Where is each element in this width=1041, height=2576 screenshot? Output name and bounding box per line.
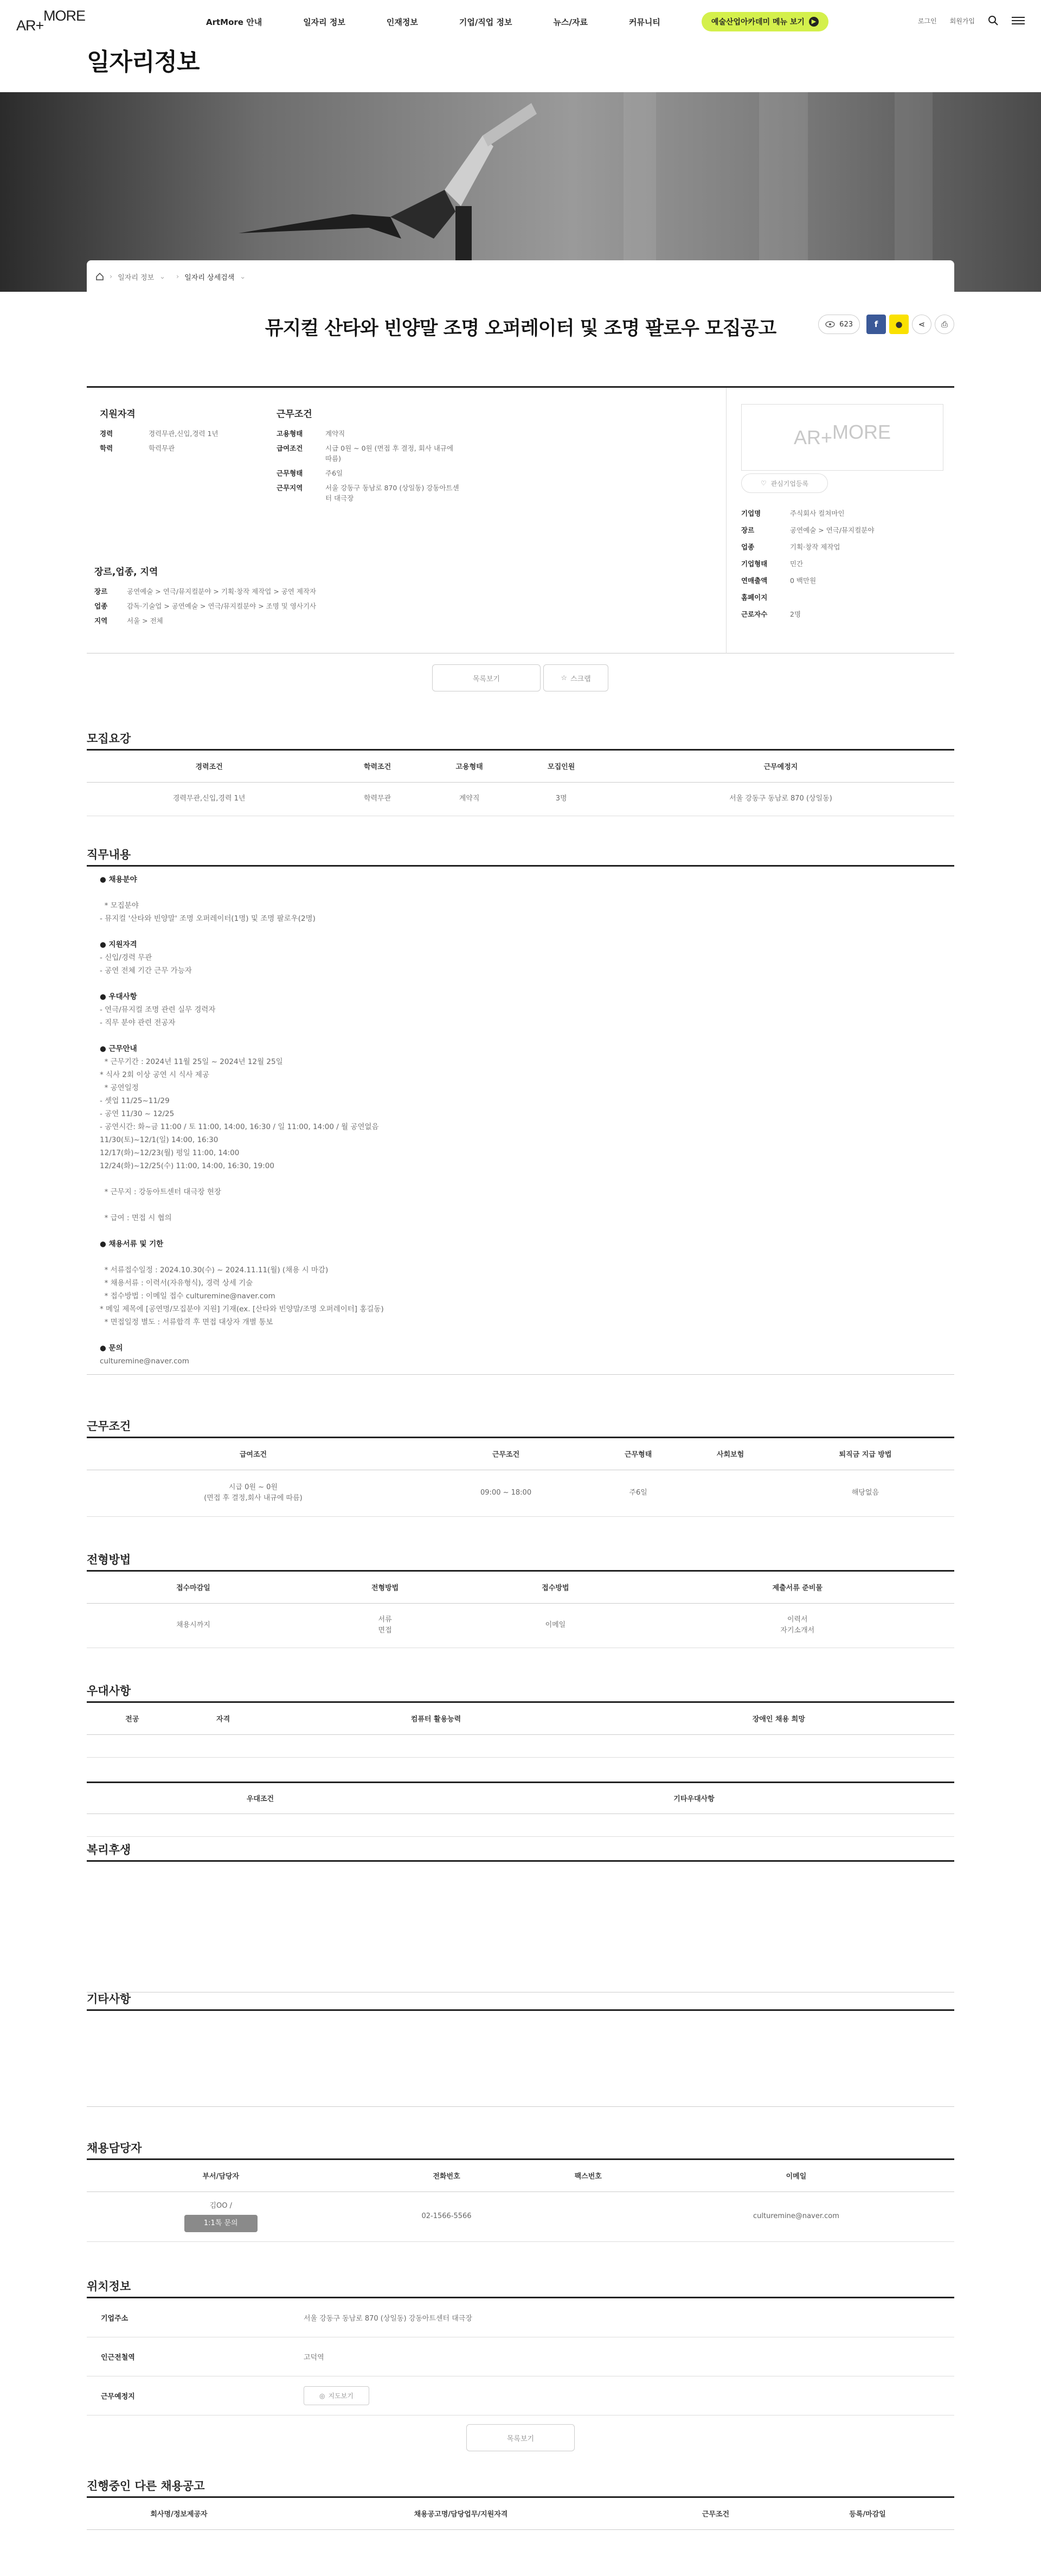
table-header: 채용공고명/담당업무/지원자격 [271, 2498, 651, 2529]
duty-line [100, 1251, 941, 1264]
company-logo [741, 404, 943, 471]
work-value: 주6일 [325, 469, 343, 477]
duty-line [100, 1225, 941, 1238]
table-header: 근무형태 [592, 1438, 684, 1470]
company-key: 기업명 [741, 509, 761, 517]
section-title: 우대사항 [87, 1682, 954, 1703]
table-header: 퇴직금 지급 방법 [776, 1438, 954, 1470]
list-button[interactable]: 목록보기 [432, 664, 541, 691]
job-summary [87, 386, 954, 653]
duty-line: 11/30(토)~12/1(일) 14:00, 16:30 [100, 1136, 219, 1144]
duty-section [87, 846, 954, 1375]
breadcrumb: › 일자리 정보 ⌄ › 일자리 상세검색 ⌄ [87, 260, 954, 293]
table-header: 경력조건 [87, 751, 331, 782]
company-key: 장르 [741, 526, 755, 534]
process-table [87, 1572, 954, 1648]
table-cell [684, 1470, 776, 1516]
site-header [0, 0, 1041, 43]
table-cell: 주6일 [592, 1470, 684, 1516]
list-button-bottom[interactable]: 목록보기 [466, 2424, 575, 2451]
location-key: 근무예정지 [101, 2393, 135, 2401]
duty-line: * 서류접수일정 : 2024.10.30(수) ~ 2024.11.11(월) (채용 시 마감) [100, 1266, 329, 1274]
table-cell: 09:00 ~ 18:00 [420, 1470, 592, 1516]
duty-line: * 공연일정 [100, 1084, 139, 1092]
table-header: 장애인 채용 희망 [603, 1703, 954, 1734]
duty-line [100, 925, 941, 938]
company-logo-left: AR+ [793, 426, 833, 448]
work-key: 고용형태 [277, 430, 303, 438]
work-value: 계약직 [325, 430, 345, 438]
etc-section [87, 1990, 954, 2107]
eye-icon [825, 321, 835, 328]
duty-line: 12/24(화)~12/25(수) 11:00, 14:00, 16:30, 19:00 [100, 1162, 274, 1170]
duty-line: * 메일 제목에 [공연명/모집분야 지원] 기재(ex. [산타와 빈양말/조명 오퍼레이터] 홍길동) [100, 1305, 384, 1313]
arrow-right-icon: ▶ [809, 17, 819, 27]
table-header: 근무조건 [420, 1438, 592, 1470]
duty-line: - 셋업 11/25~11/29 [100, 1097, 170, 1105]
main-nav [206, 11, 828, 33]
work-value: 시급 0원 ~ 0원 (면접 후 결정, 회사 내규에 따름) [325, 444, 454, 463]
nav-company[interactable]: 기업/직업 정보 [459, 17, 512, 27]
work-key: 근무형태 [277, 469, 303, 477]
table-cell: 해당없음 [776, 1470, 954, 1516]
login-link[interactable]: 로그인 [917, 17, 937, 25]
condition-section [87, 1418, 954, 1517]
other-jobs-section [87, 2477, 954, 2530]
company-logo-right: MORE [832, 420, 891, 443]
qualify-key: 학력 [100, 444, 113, 452]
company-value: 2명 [790, 610, 801, 618]
scrap-label: 스크랩 [570, 675, 591, 683]
table-cell: 시급 0원 ~ 0원 (면접 후 결정,회사 내규에 따름) [87, 1470, 420, 1516]
duty-line: * 접수방법 : 이메일 접수 culturemine@naver.com [100, 1292, 275, 1300]
hamburger-menu-icon[interactable] [1012, 15, 1025, 26]
signup-link[interactable]: 회원가입 [949, 17, 975, 25]
table-cell: 서류 면접 [300, 1603, 470, 1648]
share-icon[interactable]: ⋖ [912, 315, 931, 334]
nav-jobs[interactable]: 일자리 정보 [303, 17, 345, 27]
view-count [818, 315, 860, 334]
table-cell: 3명 [515, 782, 607, 816]
manager-cell [87, 2191, 355, 2241]
qualify-block [100, 406, 273, 458]
duty-line: ● 채용분야 [100, 875, 137, 884]
table-header: 근무예정지 [607, 751, 954, 782]
preference-table [87, 1703, 954, 1758]
company-value: 공연예술 > 연극/뮤지컬분야 [790, 526, 875, 534]
nav-talent[interactable]: 인재정보 [386, 17, 418, 27]
table-header: 전공 [87, 1703, 178, 1734]
table-header: 전화번호 [355, 2160, 538, 2191]
genre-key: 업종 [94, 602, 108, 610]
work-key: 급여조건 [277, 444, 303, 452]
manager-table [87, 2160, 954, 2242]
nav-community[interactable]: 커뮤니티 [628, 17, 660, 27]
search-icon[interactable] [988, 15, 999, 26]
duty-line: - 직무 분야 관련 전공자 [100, 1018, 176, 1027]
process-section [87, 1551, 954, 1648]
breadcrumb-item-jobs[interactable]: 일자리 정보 [118, 273, 155, 282]
location-value: 고덕역 [304, 2354, 324, 2362]
company-key: 근로자수 [741, 610, 768, 618]
location-section [87, 2278, 954, 2415]
duty-line: * 근무기간 : 2024년 11월 25일 ~ 2024년 12월 25일 [100, 1058, 283, 1066]
academy-menu-button[interactable] [702, 12, 828, 31]
table-header: 회사명/정보제공자 [87, 2498, 271, 2529]
genre-key: 지역 [94, 617, 108, 625]
qualify-key: 경력 [100, 430, 113, 438]
company-key: 업종 [741, 543, 755, 551]
duty-line: culturemine@naver.com [100, 1357, 189, 1366]
section-title: 모집요강 [87, 730, 954, 751]
duty-line: 12/17(화)~12/23(월) 평일 11:00, 14:00 [100, 1149, 240, 1157]
other-jobs-table [87, 2498, 954, 2530]
table-cell: 경력무관,신입,경력 1년 [87, 782, 331, 816]
location-table [87, 2298, 954, 2415]
map-button[interactable] [304, 2386, 369, 2405]
facebook-share-icon[interactable]: f [866, 315, 886, 334]
manager-name: 김OO / [209, 2202, 233, 2210]
section-title: 위치정보 [87, 2278, 954, 2298]
section-title: 기타사항 [87, 1990, 954, 2011]
duty-line: ● 우대사항 [100, 992, 137, 1001]
work-value: 서울 강동구 동남로 870 (상일동) 강동아트센터 대극장 [325, 484, 459, 502]
company-value: 기획·창작 제작업 [790, 543, 840, 551]
table-header: 근무조건 [651, 2498, 781, 2529]
duty-line [100, 1199, 941, 1212]
table-header: 기타우대사항 [434, 1782, 954, 1814]
logo-text-right: MORE [43, 8, 85, 24]
company-value: 민간 [790, 560, 804, 568]
table-header: 전형방법 [300, 1572, 470, 1603]
manager-section [87, 2139, 954, 2242]
section-title: 진행중인 다른 채용공고 [87, 2477, 954, 2498]
work-block [277, 406, 461, 508]
table-header: 컴퓨터 활용능력 [268, 1703, 603, 1734]
home-icon[interactable] [95, 272, 104, 281]
duty-line: ● 채용서류 및 기한 [100, 1240, 164, 1248]
table-header: 접수마감일 [87, 1572, 300, 1603]
table-header: 학력조건 [331, 751, 423, 782]
star-icon: ☆ [561, 674, 567, 682]
section-title: 직무내용 [87, 846, 954, 867]
section-title: 복리후생 [87, 1841, 954, 1862]
table-cell [538, 2191, 638, 2241]
work-key: 근무지역 [277, 484, 303, 492]
duty-line: - 신입/경력 무관 [100, 953, 152, 962]
welfare-section [87, 1841, 954, 1992]
table-cell: 서울 강동구 동남로 870 (상일동) [607, 782, 954, 816]
duty-line: ● 문의 [100, 1344, 123, 1353]
table-header: 접수방법 [470, 1572, 640, 1603]
scrap-button[interactable] [543, 664, 608, 691]
genre-value: 감독·기술업 > 공연예술 > 연극/뮤지컬분야 > 조명 및 영사기사 [127, 602, 317, 610]
favorite-company-button[interactable] [741, 473, 828, 493]
site-logo[interactable] [16, 8, 87, 34]
table-cell: 학력무관 [331, 782, 423, 816]
genre-value: 공연예술 > 연극/뮤지컬분야 > 기획·창작 제작업 > 공연 제작자 [127, 587, 317, 595]
duty-line [100, 1029, 941, 1042]
duty-line [100, 1172, 941, 1186]
preference-table-2 [87, 1782, 954, 1837]
preference-section [87, 1682, 954, 1837]
duty-line: * 식사 2회 이상 공연 시 식사 제공 [100, 1071, 209, 1079]
table-cell: 이력서 자기소개서 [641, 1603, 954, 1648]
duty-line: * 채용서류 : 이력서(자유형식), 경력 상세 기술 [100, 1279, 253, 1287]
location-pin-icon: ◎ [319, 2392, 325, 2400]
table-header: 급여조건 [87, 1438, 420, 1470]
company-key: 기업형태 [741, 560, 768, 568]
section-title: 전형방법 [87, 1551, 954, 1572]
util-menu [905, 15, 1025, 26]
duty-line: * 근무지 : 강동아트센터 대극장 현장 [100, 1188, 221, 1196]
job-title: 뮤지컬 산타와 빈양말 조명 오퍼레이터 및 조명 팔로우 모집공고 [265, 318, 776, 339]
qualify-value: 학력무관 [149, 444, 175, 452]
table-header: 이메일 [638, 2160, 954, 2191]
duty-line [100, 1329, 941, 1342]
table-header: 부서/담당자 [87, 2160, 355, 2191]
duty-line: - 연극/뮤지컬 조명 관련 실무 경력자 [100, 1005, 216, 1014]
company-key: 연매출액 [741, 576, 768, 585]
company-value: 0 백만원 [790, 576, 817, 585]
breadcrumb-item-current[interactable]: 일자리 상세검색 [184, 273, 235, 282]
duty-line: ● 지원자격 [100, 940, 137, 949]
genre-key: 장르 [94, 587, 108, 595]
duty-line: * 면접일정 별도 : 서류합격 후 면접 대상자 개별 통보 [100, 1318, 273, 1327]
dancer-silhouette [228, 103, 607, 277]
table-header: 우대조건 [87, 1782, 434, 1814]
table-header: 등록/마감일 [781, 2498, 954, 2529]
share-bar [818, 315, 954, 334]
condition-table [87, 1438, 954, 1517]
duty-line: * 모집분야 [100, 901, 139, 910]
heart-icon: ♡ [760, 479, 767, 487]
duty-line: ● 근무안내 [100, 1045, 137, 1053]
page-title: 일자리정보 [87, 48, 200, 76]
print-icon[interactable]: ⎙ [935, 315, 954, 334]
table-cell: 이메일 [470, 1603, 640, 1648]
nav-artmore[interactable]: ArtMore 안내 [206, 17, 262, 27]
duty-line: * 급여 : 면접 시 협의 [100, 1214, 172, 1222]
table-header: 모집인원 [515, 751, 607, 782]
duty-line: - 뮤지컬 '산타와 빈양말' 조명 오퍼레이터(1명) 및 조명 팔로우(2명) [100, 914, 316, 923]
talk-inquiry-button[interactable]: 1:1톡 문의 [184, 2215, 258, 2232]
table-cell: 02-1566-5566 [355, 2191, 538, 2241]
view-count-value: 623 [839, 320, 853, 329]
table-header: 팩스번호 [538, 2160, 638, 2191]
kakao-share-icon[interactable]: ● [889, 315, 909, 334]
table-header: 사회보험 [684, 1438, 776, 1470]
company-value: 주식회사 컬쳐마인 [790, 509, 845, 517]
section-title: 근무조건 [87, 1418, 954, 1438]
recruit-table [87, 751, 954, 816]
table-cell: 채용시까지 [87, 1603, 300, 1648]
table-cell: 계약직 [423, 782, 516, 816]
location-key: 인근전철역 [101, 2354, 135, 2362]
duty-content [87, 867, 954, 1374]
genre-title: 장르,업종, 지역 [94, 567, 158, 578]
company-info [741, 508, 943, 626]
logo-text-left: AR+ [16, 17, 44, 34]
location-value: 서울 강동구 동남로 870 (상일동) 강동아트센터 대극장 [304, 2315, 472, 2323]
work-title: 근무조건 [277, 409, 312, 420]
company-key: 홈페이지 [741, 593, 768, 601]
table-header: 제출서류 준비물 [641, 1572, 954, 1603]
qualify-title: 지원자격 [100, 409, 136, 420]
genre-block [94, 564, 420, 630]
table-cell[interactable]: culturemine@naver.com [638, 2191, 954, 2241]
academy-menu-label: 예술산업아카데미 메뉴 보기 [711, 18, 805, 27]
table-header: 고용형태 [423, 751, 516, 782]
qualify-value: 경력무관,신입,경력 1년 [149, 430, 219, 438]
section-title: 채용담당자 [87, 2139, 954, 2160]
map-button-label: 지도보기 [328, 2392, 354, 2400]
favorite-label: 관심기업등록 [770, 479, 809, 488]
duty-line: - 공연 11/30 ~ 12/25 [100, 1110, 175, 1118]
duty-line: - 공연시간: 화~금 11:00 / 토 11:00, 14:00, 16:30 / 일 11:00, 14:00 / 월 공연없음 [100, 1123, 379, 1131]
location-key: 기업주소 [101, 2315, 128, 2323]
duty-line [100, 886, 941, 899]
table-header: 자격 [178, 1703, 269, 1734]
genre-value: 서울 > 전체 [127, 617, 163, 625]
recruit-section [87, 730, 954, 816]
duty-line: - 공연 전체 기간 근무 가능자 [100, 966, 192, 975]
nav-news[interactable]: 뉴스/자료 [553, 17, 588, 27]
duty-line [100, 977, 941, 990]
